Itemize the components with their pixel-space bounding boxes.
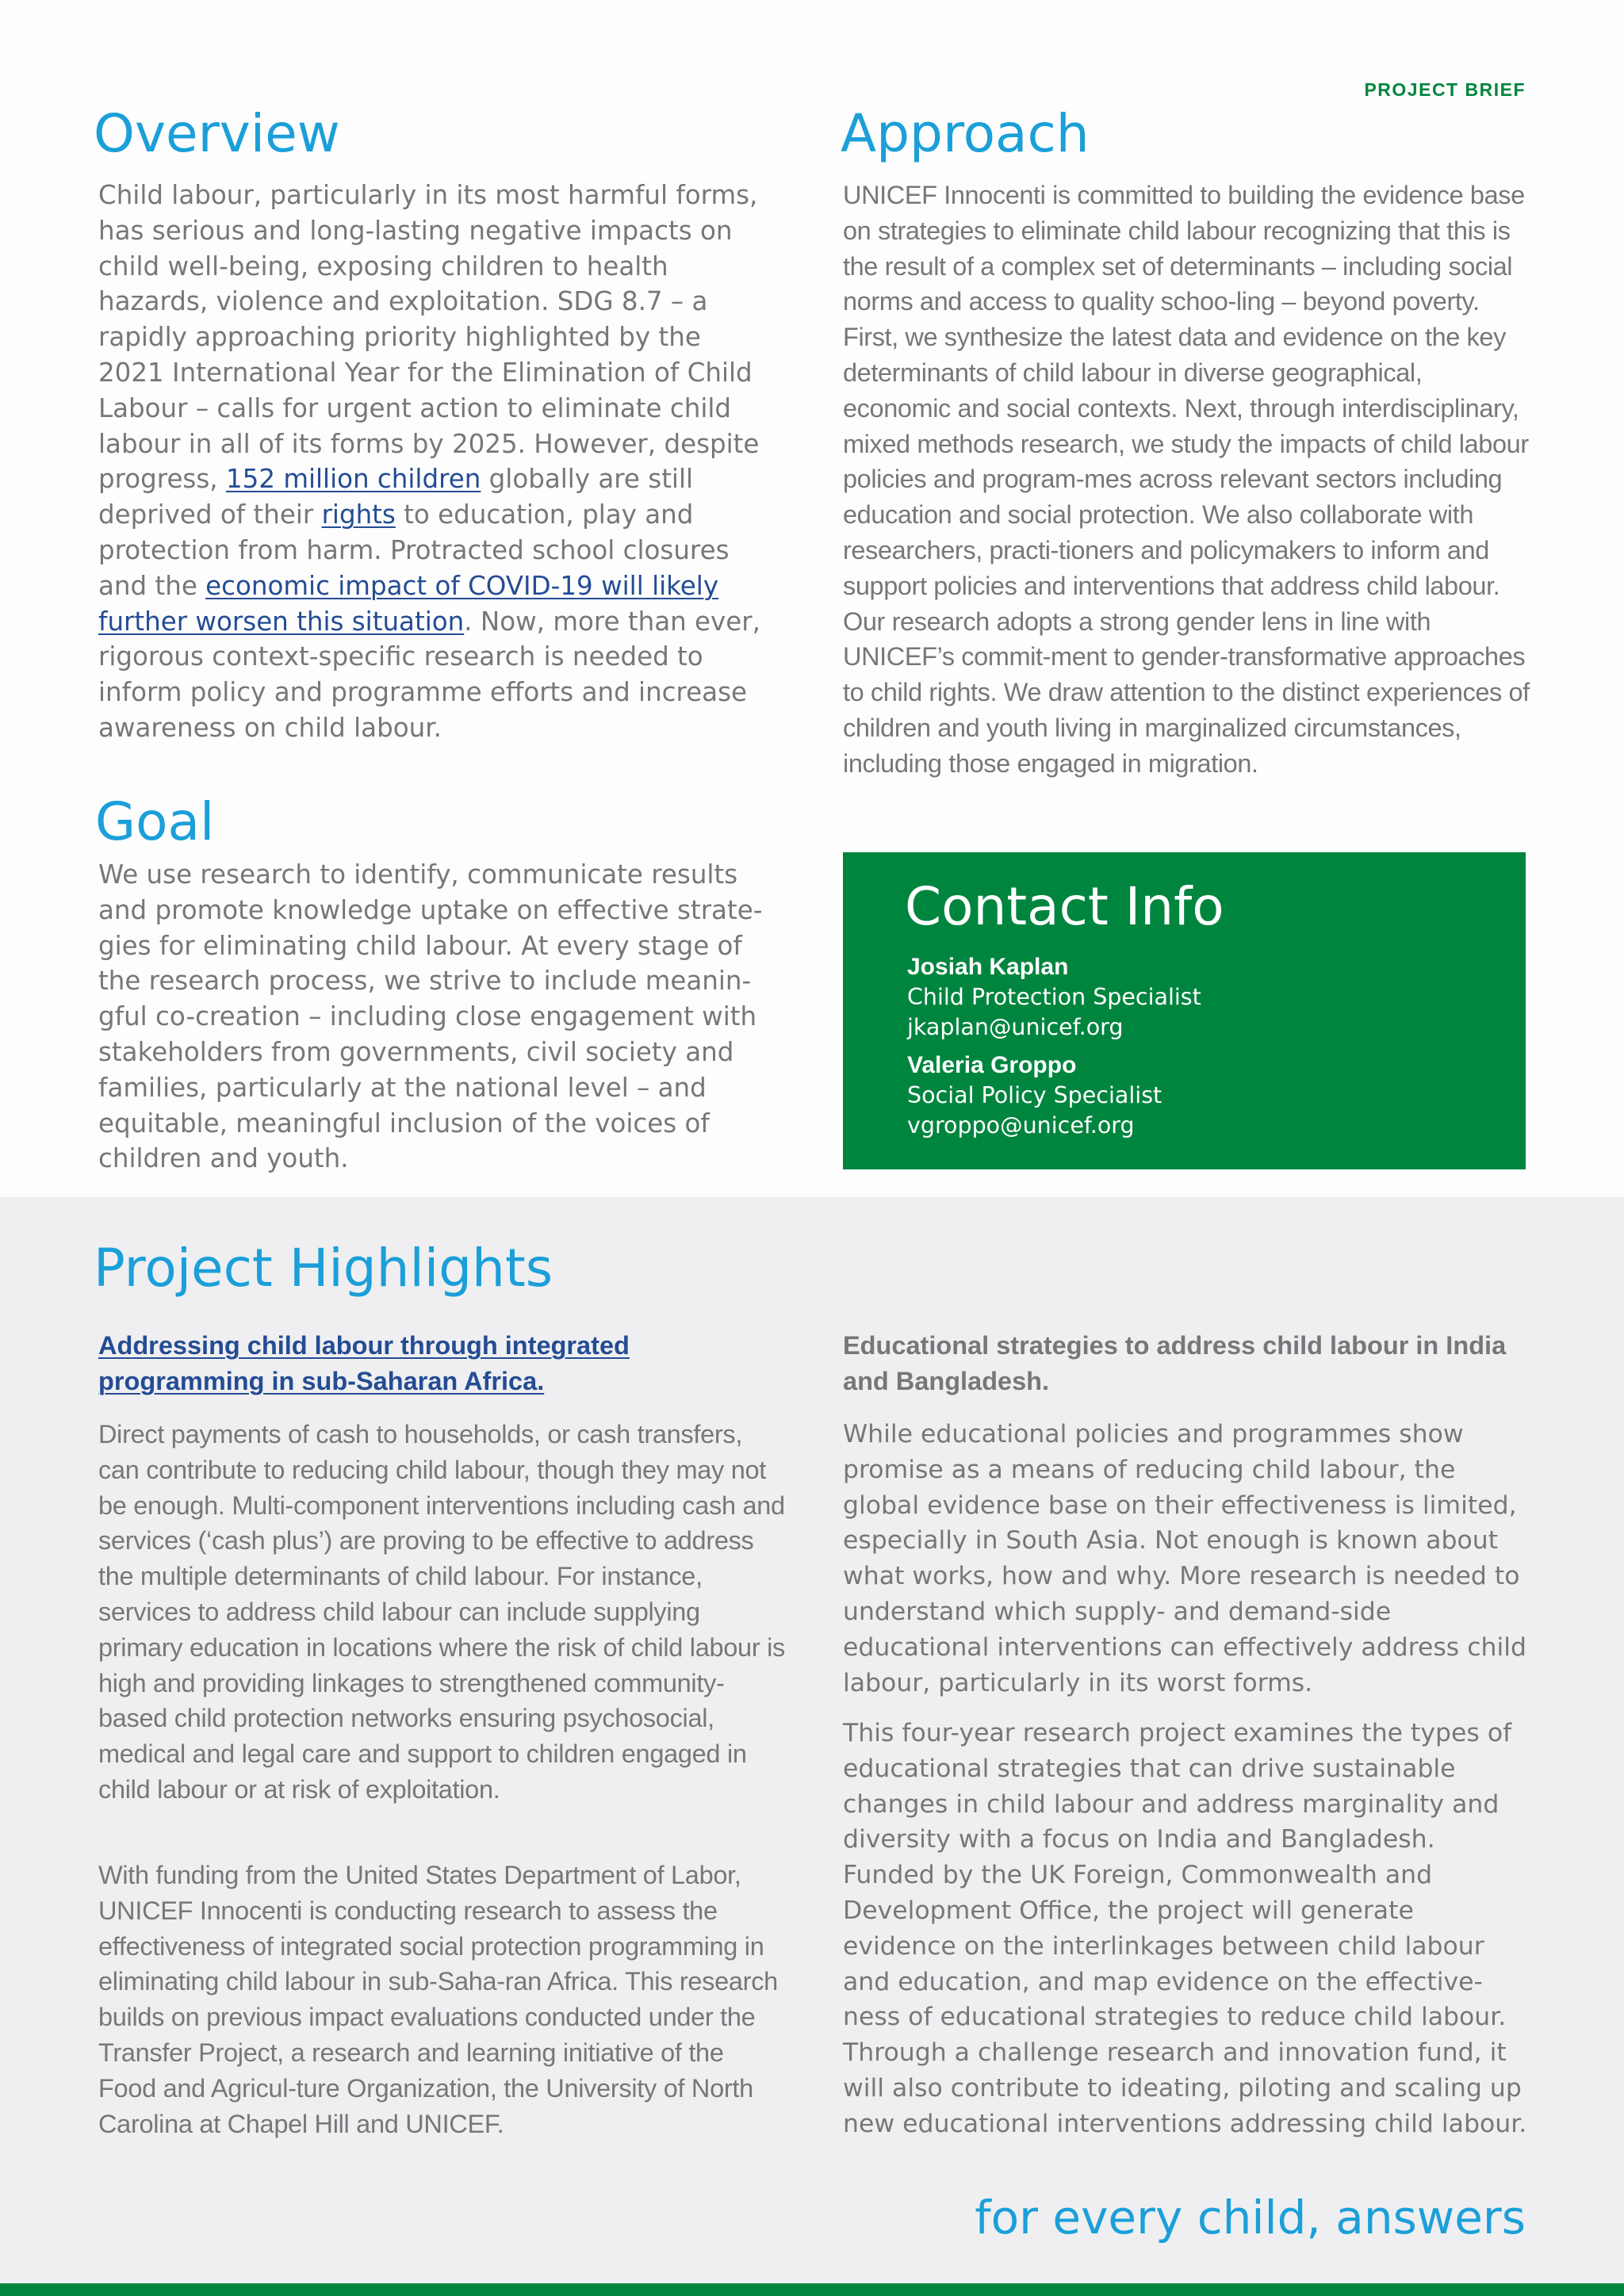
tagline: for every child, answers — [975, 2191, 1526, 2244]
highlight-right-paragraph-2: This four-year research project examines the types of educational strategies that can drive sustainable changes in child labour and address marginality and diversity with a focus on India and Bangladesh. Funded by the UK Foreign, Commonwealth and Development Office, the project will generate evidence on the interlinkages between child labour and education, and map evidence on the effective-ness of educational strategies to reduce child labour. Through a challenge research and innovation fund, it will also contribute to ideating, piloting and scaling up new educational interventions addressing child labour. — [843, 1719, 1527, 2138]
footer-green-bar — [0, 2283, 1624, 2296]
highlight-left-paragraph-2: With funding from the United States Department of Labor, UNICEF Innocenti is conducting research to assess the effectiveness of integrated social protection programming in eliminating child labour in sub-Saha-ran Africa. This research builds on previous impact evaluations conducted under the Transfer Project, a research and learning initiative of the Food and Agricul-ture Organization, the University of North Carolina at Chapel Hill and UNICEF. — [98, 1861, 778, 2138]
highlight-right-title: Educational strategies to address child labour in India and Bangladesh. — [843, 1331, 1507, 1395]
project-highlights-heading: Project Highlights — [94, 1238, 553, 1299]
contact-email[interactable]: jkaplan@unicef.org — [907, 1014, 1124, 1040]
approach-heading: Approach — [841, 103, 1090, 164]
goal-paragraph: We use research to identify, communicate results and promote knowledge uptake on effective strate-gies for eliminating child labour. At every stage of the research process, we strive to include meanin-gful co-creation – including close engagement with stakeholders from governments, civil society and families, particularly at the national level – and equitable, meaningful inclusion of the voices of children and youth. — [98, 859, 763, 1174]
goal-heading: Goal — [95, 791, 215, 852]
contact-role: Social Policy Specialist — [907, 1082, 1162, 1108]
contact-role: Child Protection Specialist — [907, 984, 1201, 1010]
overview-paragraph — [98, 178, 772, 746]
link-rights[interactable]: rights — [321, 499, 396, 530]
overview-text-c: to education, play and protection from harm. Protracted school closures and the — [98, 499, 730, 601]
highlight-right-paragraph-1: While educational policies and programmes show promise as a means of reducing child labour, the global evidence base on their effectiveness is limited, especially in South Asia. Not enough is known about what works, how and why. More research is needed to understand which supply- and demand-side educational interventions can effectively address child labour, particularly in its worst forms. — [843, 1420, 1526, 1697]
contact-name: Valeria Groppo — [907, 1052, 1077, 1078]
highlight-left-title-link[interactable]: Addressing child labour through integrated programming in sub-Saharan Africa. — [98, 1331, 630, 1395]
overview-heading: Overview — [94, 103, 340, 164]
contact-email[interactable]: vgroppo@unicef.org — [907, 1112, 1135, 1138]
contact-name: Josiah Kaplan — [907, 954, 1069, 980]
approach-paragraph: UNICEF Innocenti is committed to building the evidence base on strategies to eliminate child labour recognizing that this is the result of a complex set of determinants – including social norms and access to quality schoo-ling – beyond poverty. First, we synthesize the latest data and evidence on the key determinants of child labour in diverse geographical, economic and social contexts. Next, through interdisciplinary, mixed methods research, we study the impacts of child labour policies and program-mes across relevant sectors including education and social protection. We also collaborate with researchers, practi-tioners and policymakers to inform and support policies and interventions that address child labour. Our research adopts a strong gender lens in line with UNICEF’s commit-ment to gender-transformative approaches to child rights. We draw attention to the distinct experiences of children and youth living in marginalized circumstances, including those engaged in migration. — [843, 181, 1530, 778]
overview-text-a: Child labour, particularly in its most harmful forms, has serious and long-lasting negative impacts on child well-being, exposing children to health hazards, violence and exploitation. SDG 8.7 – a rapidly approaching priority highlighted by the 2021 International Year for the Elimination of Child Labour – calls for urgent action to eliminate child labour in all of its forms by 2025. However, despite progress, — [98, 180, 760, 495]
overview-text-d: . Now, more than ever, rigorous context-specific research is needed to inform policy and programme efforts and increase awareness on child labour. — [98, 606, 760, 743]
contact-info-box — [843, 852, 1526, 1169]
contact-person — [907, 952, 1201, 1043]
project-brief-label: PROJECT BRIEF — [1364, 79, 1526, 100]
link-covid-impact[interactable]: economic impact of COVID-19 will likely further worsen this situation — [98, 570, 719, 637]
overview-text-b: globally are still deprived of their — [98, 464, 694, 530]
contact-person — [907, 1050, 1162, 1141]
contact-info-heading: Contact Info — [905, 876, 1224, 937]
highlight-left-paragraph-1: Direct payments of cash to households, or cash transfers, can contribute to reducing child labour, though they may not be enough. Multi-component interventions including cash and services (‘cash plus’) are proving to be effective to address the multiple determinants of child labour. For instance, services to address child labour can include supplying primary education in locations where the risk of child labour is high and providing linkages to strengthened community-based child protection networks ensuring psychosocial, medical and legal care and support to children engaged in child labour or at risk of exploitation. — [98, 1420, 785, 1804]
link-152-million-children[interactable]: 152 million children — [225, 464, 481, 495]
